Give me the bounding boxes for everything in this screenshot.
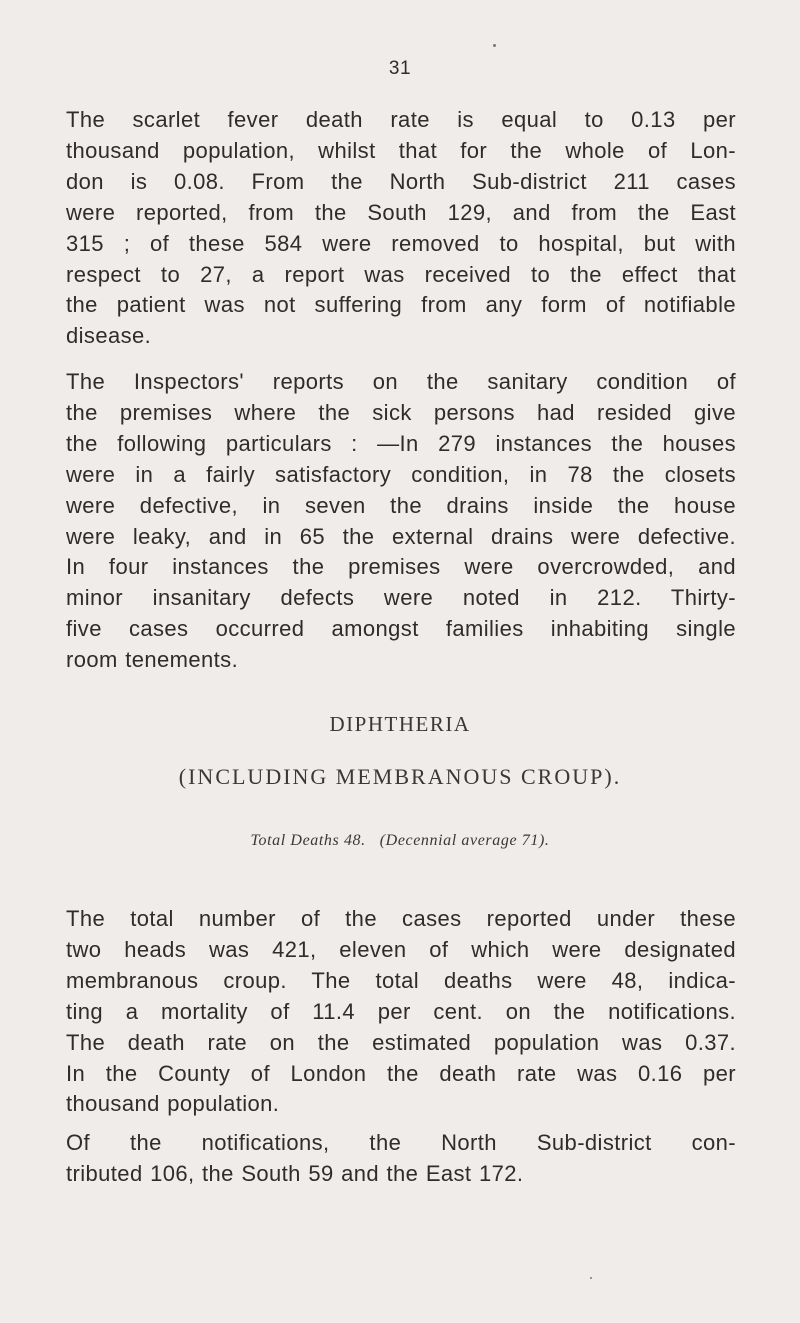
text-line: The death rate on the estimated population was 0.37. (66, 1029, 736, 1055)
paragraph-notifications (66, 1128, 736, 1190)
text-line: ting a mortality of 11.4 per cent. on the notifications. (66, 998, 736, 1024)
text-line: minor insanitary defects were noted in 212. Thirty- (66, 585, 736, 611)
text-line: thousand population. (66, 1091, 280, 1117)
text-line: were defective, in seven the drains inside the house (66, 492, 736, 518)
text-line: 315 ; of these 584 were removed to hospital, but with (66, 230, 736, 256)
text-line: the premises where the sick persons had resided give (66, 399, 736, 425)
text-line: membranous croup. The total deaths were 48, indica- (66, 967, 736, 993)
deaths-summary (0, 832, 800, 850)
section-subheading: (INCLUDING MEMBRANOUS CROUP). (178, 764, 622, 789)
text-line: tributed 106, the South 59 and the East 172. (66, 1160, 524, 1186)
text-line: the following particulars : —In 279 instances the houses (66, 430, 736, 456)
decennial-average: (Decennial average 71). (379, 832, 550, 849)
text-line: disease. (66, 323, 152, 349)
text-line: were in a fairly satisfactory condition, in 78 the closets (66, 461, 736, 487)
text-line: the patient was not suffering from any form of notifiable (66, 292, 736, 318)
text-line: five cases occurred amongst families inhabiting single (66, 616, 736, 642)
text-line: don is 0.08. From the North Sub-district 211 cases (66, 168, 736, 194)
text-line: Of the notifications, the North Sub-district con- (66, 1130, 736, 1155)
text-line: The scarlet fever death rate is equal to 0.13 per (66, 107, 736, 132)
text-line: two heads was 421, eleven of which were designated (66, 936, 736, 962)
text-line: In four instances the premises were overcrowded, and (66, 554, 736, 580)
page-number: 31 (388, 58, 412, 79)
paragraph-scarlet-fever (66, 105, 736, 352)
text-line: thousand population, whilst that for the whole of Lon- (66, 137, 736, 163)
paragraph-inspectors-reports (66, 367, 736, 676)
section-heading: DIPHTHERIA (329, 712, 471, 736)
text-line: The Inspectors' reports on the sanitary condition of (66, 369, 736, 394)
text-line: The total number of the cases reported under these (66, 906, 736, 931)
text-line: were reported, from the South 129, and from the East (66, 199, 736, 225)
paper-speck (493, 44, 496, 47)
text-line: respect to 27, a report was received to the effect that (66, 261, 736, 287)
total-deaths: Total Deaths 48. (250, 832, 366, 849)
text-line: In the County of London the death rate was 0.16 per (66, 1060, 736, 1086)
paragraph-diphtheria-cases (66, 904, 736, 1120)
text-line: room tenements. (66, 647, 239, 673)
paper-speck (590, 1277, 592, 1279)
text-line: were leaky, and in 65 the external drains were defective. (66, 523, 736, 549)
